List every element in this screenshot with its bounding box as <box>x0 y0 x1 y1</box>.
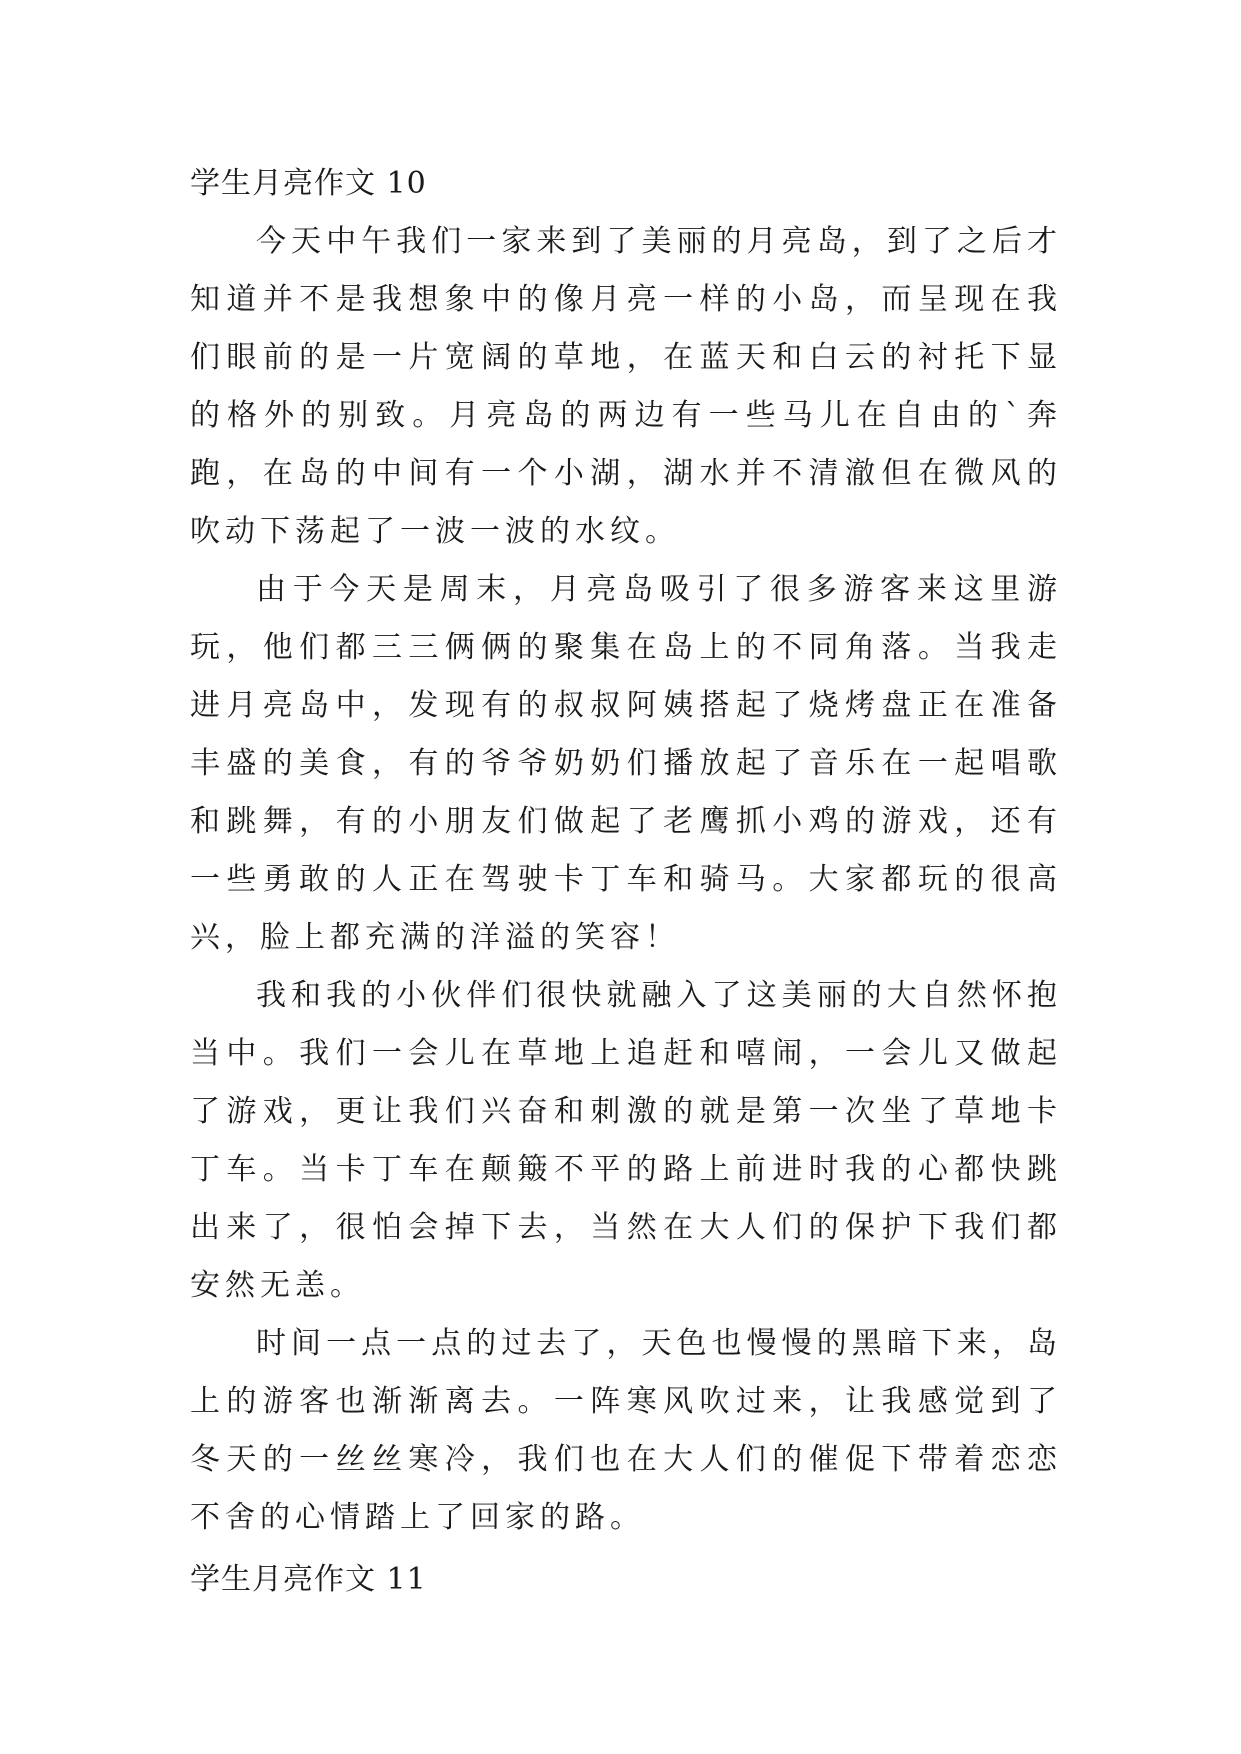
document-content <box>190 155 1062 1609</box>
paragraph-3: 我和我的小伙伴们很快就融入了这美丽的大自然怀抱当中。我们一会儿在草地上追赶和嘻闹，一会儿又做起了游戏，更让我们兴奋和刺激的就是第一次坐了草地卡丁车。当卡丁车在颠簸不平的路上前进时我的心都快跳出来了，很怕会掉下去，当然在大人们的保护下我们都安然无恙。 <box>190 978 1062 1303</box>
paragraph-4: 时间一点一点的过去了，天色也慢慢的黑暗下来，岛上的游客也渐渐离去。一阵寒风吹过来，让我感觉到了冬天的一丝丝寒冷，我们也在大人们的催促下带着恋恋不舍的心情踏上了回家的路。 <box>190 1326 1062 1535</box>
paragraph-1: 今天中午我们一家来到了美丽的月亮岛，到了之后才知道并不是我想象中的像月亮一样的小岛，而呈现在我们眼前的是一片宽阔的草地，在蓝天和白云的衬托下显的格外的别致。月亮岛的两边有一些马儿在自由的`奔跑，在岛的中间有一个小湖，湖水并不清澈但在微风的吹动下荡起了一波一波的水纹。 <box>190 224 1062 549</box>
paragraph-2: 由于今天是周末，月亮岛吸引了很多游客来这里游玩，他们都三三俩俩的聚集在岛上的不同角落。当我走进月亮岛中，发现有的叔叔阿姨搭起了烧烤盘正在准备丰盛的美食，有的爷爷奶奶们播放起了音乐在一起唱歌和跳舞，有的小朋友们做起了老鹰抓小鸡的游戏，还有一些勇敢的人正在驾驶卡丁车和骑马。大家都玩的很高兴，脸上都充满的洋溢的笑容！ <box>190 572 1062 955</box>
essay-title-11: 学生月亮作文 11 <box>190 1562 427 1597</box>
essay-title-10: 学生月亮作文 10 <box>190 166 427 201</box>
